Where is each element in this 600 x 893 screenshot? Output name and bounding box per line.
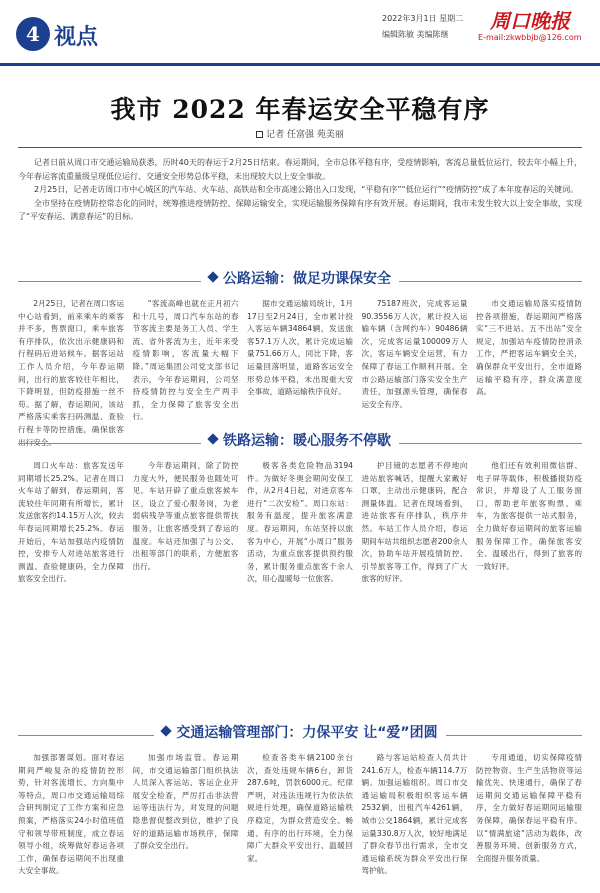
- section-title: 铁路运输：暖心服务不停歇: [223, 433, 391, 449]
- section-title: 交通运输管理部门：力保平安 让“爱”团圆: [176, 725, 438, 741]
- text-column: [476, 298, 582, 414]
- article-byline: [0, 127, 600, 140]
- text-column: [362, 460, 468, 710]
- byline-box-icon: [256, 131, 263, 138]
- section-body: [18, 752, 582, 888]
- column-text: 今年春运期间，除了防控力度大外，便民服务也随处可见。车站开辟了重点旅客候车区，设立了爱心服务岗，为老弱病残孕等重点旅客提供帮扶服务，让旅客感受到了春运的温度。车站还加强了与公交、出租等部门的联系，方便旅客出行。: [132, 461, 239, 571]
- text-column: [247, 298, 353, 414]
- text-column: [18, 298, 124, 434]
- column-text: 加强部署谋划。面对春运期间严峻复杂的疫情防控形势，针对客流增长、方向集中等特点，周口市交通运输局综合研判制定了工作方案和应急预案，严格落实24小时值班值守和领导带班制度，成立春运领导小组，统筹做好春运各项工作，确保春运期间不出现重大安全事故。: [18, 753, 124, 876]
- page-number-badge: 4: [16, 17, 50, 51]
- column-text: 专用通道，切实保障疫情防控物资、生产生活物资等运输优先、快速通行，确保了春运期间交通运输保障平稳有序，全力做好春运期间运输服务保障，确保春运平稳有序。以“情满旅途”活动为载体，改善服务环境、创新服务方式，全面提升服务质量。: [476, 753, 582, 863]
- byline-text: 记者 任富强 苑美丽: [266, 130, 344, 140]
- section-heading: [18, 722, 582, 748]
- diamond-icon: [207, 271, 218, 282]
- text-column: [362, 752, 468, 888]
- text-column: [18, 752, 124, 888]
- text-column: [18, 460, 124, 710]
- text-column: [247, 752, 353, 888]
- text-column: [476, 460, 582, 710]
- text-column: [133, 752, 239, 888]
- column-text: 护目镜的志愿者不停地向进站旅客喊话，提醒大家戴好口罩，主动出示健康码，配合测量体温。记者在现场看到，进站旅客有序排队，秩序井然。车站工作人员介绍，春运期间车站共组织志愿者200余人次，协助车站开展疫情防控、引导旅客等工作，得到了广大旅客的好评。: [361, 461, 468, 584]
- section-name: 视点: [54, 24, 99, 50]
- column-text: 加强市场监管。春运期间，市交通运输部门组织执法人员深入客运站、客运企业开展安全检查，严厉打击非法营运等违法行为，对发现的问题隐患督促整改到位，维护了良好的道路运输市场秩序，保障了群众安全出行。: [132, 753, 239, 851]
- column-text: 检查各类车辆2100余台次，查处违规车辆6台，卸货287.6吨，罚款6000元。纪律严明，对违法违规行为依法依规进行处理，确保道路运输秩序稳定，为群众营造安全、畅通、有序的出行环境，全力保障广大群众平安出行、温暖回家。: [247, 753, 353, 863]
- lead-paragraph: 2月25日，记者走访周口市中心城区的汽车站、火车站、高铁站和全市高速公路出入口发现，“平稳有序”“低位运行”“疫情防控”成了本年度春运的关键词。: [34, 185, 579, 194]
- text-column: [247, 460, 353, 710]
- column-text: 据市交通运输局统计，1月17日至2月24日，全市累计投入客运车辆34864辆，发送旅客57.1万人次，累计完成运输量751.66万人，同比下降，客运量回落明显，道路客运安全形势总体平稳，未出现重大安全事故，道路运输秩序良好。: [247, 299, 353, 397]
- text-column: [362, 298, 468, 414]
- section-heading: [18, 430, 582, 456]
- article-lead: [18, 156, 582, 262]
- diamond-icon: [207, 433, 218, 444]
- column-text: 极客各类危险物品3194件。为做好冬奥会期间安保工作，从2月4日起，对进京客车进行“二次安检”。周口东站：服务有温度，提升旅客满意度。春运期间，东站坚持以旅客为中心，开展“小周口”服务活动，为重点旅客提供预约服务，累计服务重点旅客千余人次，用心温暖每一位旅客。: [247, 461, 353, 584]
- section-body: [18, 460, 582, 710]
- lead-paragraph: 全市坚持在疫情防控常态化的同时，统筹推进疫情防控、保障运输安全，实现运输服务保障有序有效开展。春运期间，我市未发生较大以上安全事故，实现了“平安春运、满意春运”的目标。: [18, 198, 582, 221]
- column-text: 他们还有效利用微信群、电子屏等载体，积极播报防疫常识，并增设了人工服务窗口，帮助老年旅客购票、乘车，为旅客提供一站式服务，全力做好春运期间的旅客运输服务保障工作，确保旅客安全、温暖出行，得到了旅客的一致好评。: [476, 461, 582, 571]
- column-text: 2月25日，记者在周口客运中心站看到，前来乘车的乘客并不多，售票窗口，乘车旅客有序排队，依次出示健康码和行程码后进站候车。据客运站工作人员介绍，今年春运期间，出行的旅客较往年相比，下降明显，但防疫措施一丝不苟。据了解，春运期间，该站严格落实乘客扫码测温、查验行程卡等防控措施，确保旅客: [18, 299, 124, 434]
- diamond-icon: [161, 725, 172, 736]
- text-column: [476, 752, 582, 888]
- text-column: [132, 298, 239, 422]
- newspaper-logo: 周口晚报: [490, 9, 570, 33]
- section-heading: [18, 268, 582, 294]
- section-body: [18, 298, 582, 434]
- lead-paragraph: 记者日前从周口市交通运输局获悉，历时40天的春运于2月25日结束。春运期间，全市总体平稳有序，受疫情影响，客流总量低位运行，较去年小幅上升，今年春运客流重量级呈现低位运行、交通安全形势总体平稳，未出现较大以上安全事故。: [18, 158, 582, 181]
- article-headline: 我市 2022 年春运安全平稳有序: [110, 95, 490, 124]
- column-text: 路与客运站检查人员共计241.6万人，检查车辆114.7万辆。加强运输组织。周口市交通运输局积极组织客运车辆2532辆，出租汽车4261辆，城市公交1864辆，累计完成客运量330.8万人次，较好地满足了群众春节出行需求，全市交通运输系统为群众平安出行保驾护航。: [361, 753, 468, 876]
- page-header: [0, 0, 600, 66]
- column-text: 75187班次，完成客运量90.3556万人次，累计投入运输车辆（含网约车）90486辆次，完成客运量100009万人次，客运车辆安全运营，有力保障了春运工作顺利开展。全市公路运输部门落实安全生产责任，加强源头管理，确保春运安全有序。: [361, 299, 468, 409]
- issue-date: 2022年3月1日 星期二: [382, 14, 464, 23]
- column-text: 市交通运输局落实疫情防控各项措施，春运期间严格落实“三不进站、五不出站”安全规定，加强站车疫情防控消杀工作，严把客运车辆安全关，确保群众平安出行，全市道路运输平稳有序，群众满意度高。: [476, 299, 582, 397]
- headline-divider: [18, 147, 582, 148]
- column-text: “客流高峰也就在正月初六和十几号，周口汽车东站的春节客流主要是务工人员、学生流、省外客流为主，近年来受疫情影响，客流量大幅下降。”周运集团公司党支部书记表示，今年春运期间，公司坚持疫情防控与安全生产两手抓，全力保障了旅客安全出行。: [132, 299, 239, 422]
- contact-email: E-mail:zkwbbjb@126.com: [478, 33, 582, 42]
- column-text: 周口火车站：旅客发送年同期增长25.2%。记者在周口火车站了解到，春运期间，客流较往年同期有所增长，累计发送旅客约14.15万人次，较去年春运同期增长25.2%。春运开始后，车站加强站内疫情防控，安排专人对进站旅客进行测温、查验健康码，全力保障旅客安全出行。: [18, 461, 124, 584]
- editor-credit: 编辑陈敏 美编陈继: [382, 30, 449, 39]
- text-column: [133, 460, 239, 710]
- section-title: 公路运输：做足功课保安全: [223, 271, 391, 287]
